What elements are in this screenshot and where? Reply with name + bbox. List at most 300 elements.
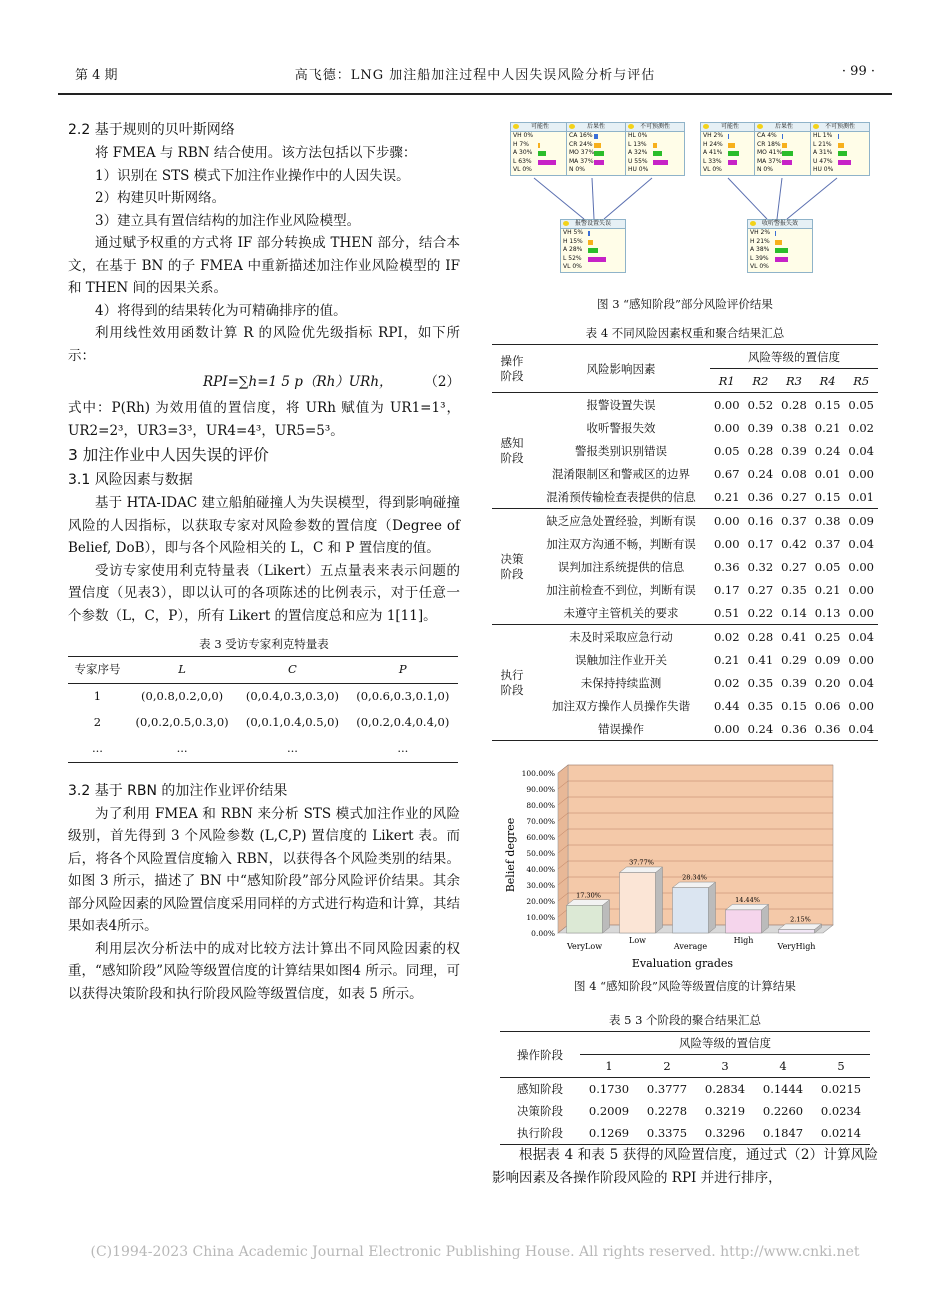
table-cell: 0.38	[781, 420, 807, 435]
prob-bar	[653, 160, 668, 165]
table-cell: 0.21	[814, 420, 841, 435]
table-cell: ...	[397, 741, 409, 756]
table-3-caption: 表 3 受访专家利克特量表	[199, 637, 329, 651]
stage-cell: 感知阶段	[492, 393, 532, 509]
state-label: A 41%	[703, 149, 723, 156]
table-cell: 1	[93, 689, 102, 704]
stage-cell: 执行阶段	[492, 625, 532, 741]
prob-bar	[775, 240, 782, 245]
table-cell: 0.3296	[704, 1126, 746, 1140]
table-cell: 0.37	[814, 536, 841, 551]
bn-node-row	[511, 141, 569, 150]
table-cell: (0,0.8,0.2,0,0)	[141, 689, 224, 704]
bn-node-title	[567, 123, 625, 132]
table-cell: 0.35	[747, 698, 774, 713]
table-4	[492, 344, 878, 741]
bn-node-row	[701, 141, 759, 150]
state-label: A 38%	[750, 246, 770, 253]
bn-node-row	[701, 158, 759, 167]
bar-value-label: 2.15%	[790, 915, 811, 924]
bn-node-row	[561, 255, 625, 264]
bn-node-row	[701, 149, 759, 158]
prob-bar	[728, 134, 729, 139]
table-row	[492, 578, 878, 601]
table-cell: 加注双方沟通不畅，判断有误	[546, 536, 696, 551]
bar	[673, 888, 709, 933]
table-cell: 0.00	[848, 605, 874, 620]
figure-4-caption: 图 4 “感知阶段”风险等级置信度的计算结果	[574, 979, 796, 993]
bn-node-label: 不可预测性	[824, 123, 855, 130]
bn-node-row	[626, 141, 684, 150]
bn-node-title	[755, 123, 813, 132]
prob-bar	[728, 151, 739, 156]
table-row	[68, 683, 458, 710]
x-tick-label: Average	[673, 942, 708, 951]
bar-top	[567, 900, 610, 906]
table-header: 专家序号	[74, 662, 121, 677]
bn-edge	[534, 178, 584, 219]
r-label: R4	[819, 373, 836, 388]
table-cell: 0.08	[781, 466, 807, 481]
x-axis-label: Evaluation grades	[631, 957, 734, 970]
paragraph: 受访专家使用利克特量表（Likert）五点量表来表示问题的置信度（见表3），即以认可的各项陈述的比例表示，对于任意一个参数（L，C，P），所有 Likert 的置信度总和应为 1[11]。	[68, 562, 460, 624]
r-label: R2	[752, 373, 769, 388]
bn-edge	[604, 178, 652, 219]
table-header: 风险等级的置信度	[580, 1032, 870, 1055]
bn-node-title	[701, 123, 759, 132]
table-cell: (0,0.4,0.3,0.3,0)	[245, 689, 339, 704]
table-row	[492, 671, 878, 694]
state-label: VL 0%	[513, 166, 532, 173]
bn-node-row	[567, 166, 625, 175]
y-tick-label: 70.00%	[526, 817, 555, 826]
table-row	[492, 509, 878, 533]
table-cell: 0.41	[781, 629, 807, 644]
x-tick-label: VeryLow	[566, 942, 603, 951]
table-cell: 0.28	[747, 443, 774, 458]
state-label: U 47%	[813, 157, 833, 165]
page-number: · 99 ·	[841, 64, 875, 79]
bn-node-row	[811, 158, 869, 167]
paragraph: 式中：P(Rh) 为效用值的置信度，将 URh 赋值为 UR1=1³，UR2=2³，UR3=3³，UR4=4³，UR5=5³。	[68, 400, 460, 439]
r-label: R5	[853, 373, 870, 388]
table-cell: 0.04	[848, 675, 874, 690]
state-label: A 31%	[813, 149, 833, 156]
node-state-icon	[513, 124, 519, 129]
bn-node-row	[811, 132, 869, 141]
bar-top	[673, 882, 716, 888]
table-cell: 0.15	[814, 489, 841, 504]
table-cell: 0.13	[814, 605, 841, 620]
section-2-2-title: 2.2 基于规则的贝叶斯网络	[68, 122, 235, 138]
table-cell: 0.20	[814, 675, 841, 690]
bn-node-row	[626, 132, 684, 141]
bn-node	[510, 122, 570, 176]
table-cell: 0.2278	[646, 1104, 688, 1118]
table-cell: 0.3375	[646, 1126, 688, 1140]
table-cell: 0.1847	[762, 1126, 804, 1140]
state-label: HU 0%	[813, 166, 834, 173]
state-label: VL 0%	[563, 263, 582, 270]
table-cell: 缺乏应急处置经验，判断有误	[546, 513, 696, 528]
bn-node-label: 收听警报失效	[761, 220, 798, 227]
header-rule	[58, 93, 892, 95]
node-state-icon	[569, 124, 575, 129]
table-cell: 0.21	[713, 489, 740, 504]
table-cell: 0.0215	[820, 1082, 862, 1096]
table-header: 风险影响因素	[532, 345, 710, 393]
table-cell: 0.32	[747, 559, 774, 574]
table-cell: 0.2009	[588, 1104, 630, 1118]
bar-side	[709, 882, 716, 933]
bn-node-title	[626, 123, 684, 132]
figure-3-bayesian-network	[492, 118, 878, 296]
table-cell: 0.25	[814, 629, 841, 644]
table-cell: 0.00	[848, 466, 874, 481]
table-cell: 0.21	[814, 582, 841, 597]
bn-node-row	[755, 149, 813, 158]
figure-4-chart	[500, 760, 872, 972]
bn-node-row	[748, 246, 812, 255]
table-cell: 0.39	[781, 443, 807, 458]
prob-bar	[782, 151, 793, 156]
prob-bar	[653, 151, 662, 156]
bn-node-row	[701, 166, 759, 175]
node-state-icon	[750, 221, 756, 226]
state-label: H 24%	[703, 140, 723, 148]
table-cell: 0.35	[747, 675, 774, 690]
bar-value-label: 17.30%	[576, 891, 601, 900]
node-state-icon	[813, 124, 819, 129]
bn-node-row	[511, 158, 569, 167]
y-tick-label: 20.00%	[526, 897, 555, 906]
table-cell: 0.04	[848, 721, 874, 736]
table-cell: 0.27	[781, 489, 807, 504]
bar-value-label: 28.34%	[682, 873, 707, 882]
table-row	[492, 532, 878, 555]
table-cell: (0,0.6,0.3,0.1,0)	[356, 689, 450, 704]
table-cell: 0.09	[814, 652, 841, 667]
state-label: CR 24%	[569, 140, 593, 148]
table-cell: ...	[91, 741, 103, 756]
prob-bar	[782, 143, 787, 148]
prob-bar	[728, 143, 735, 148]
paragraph: 利用层次分析法中的成对比较方法计算出不同风险因素的权重，“感知阶段”风险等级置信度的计算结果如图4 所示。同理，可以获得决策阶段和执行阶段风险等级置信度，如表 5 所示。	[68, 940, 460, 1002]
equation-expression: RPI=∑h=1 5 p（Rh）URh，	[203, 374, 393, 390]
copyright-footer: (C)1994-2023 China Academic Journal Electronic Publishing House. All rights reserved. http://www.cnki.net	[90, 1244, 860, 1260]
running-header	[75, 64, 875, 86]
state-label: H 15%	[563, 237, 583, 245]
table-cell: 未保持持续监测	[580, 675, 662, 690]
table-cell: 0.09	[848, 513, 874, 528]
table-row	[500, 1078, 870, 1101]
bn-node-row	[755, 141, 813, 150]
table-cell: 0.0234	[820, 1104, 862, 1118]
state-label: H 7%	[513, 140, 529, 148]
state-label: H 21%	[750, 237, 770, 245]
table-cell: ...	[176, 741, 188, 756]
prob-bar	[588, 257, 606, 262]
state-label: L 63%	[513, 157, 532, 165]
table-cell: 0.36	[713, 559, 740, 574]
col-label: 3	[721, 1059, 729, 1073]
node-state-icon	[757, 124, 763, 129]
bn-node-row	[626, 149, 684, 158]
state-label: VH 5%	[563, 229, 584, 236]
table-cell: 0.17	[747, 536, 774, 551]
equation-number: （2）	[424, 374, 460, 390]
prob-bar	[838, 160, 851, 165]
bar	[620, 873, 656, 933]
table-row	[492, 601, 878, 625]
bn-node-row	[511, 132, 569, 141]
bar-chart	[500, 760, 872, 972]
state-label: N 0%	[757, 166, 773, 173]
bar-side	[656, 867, 663, 933]
prob-bar	[775, 248, 788, 253]
table-cell: 0.00	[713, 536, 740, 551]
table-cell: 0.05	[814, 559, 841, 574]
bn-node-row	[811, 149, 869, 158]
state-label: MO 41%	[757, 149, 783, 156]
table-cell: 执行阶段	[517, 1126, 563, 1140]
table-cell: 0.3219	[704, 1104, 746, 1118]
table-cell: 0.06	[814, 698, 841, 713]
prob-bar	[538, 151, 546, 156]
paragraph: 为了利用 FMEA 和 RBN 来分析 STS 模式加注作业的风险级别，首先得到 3 个风险参数 (L,C,P) 置信度的 Likert 表。而后，将各个风险置信度输入 RBN，以获得各个风险类别的结果。如图 3 所示，描述了 BN 中“感知阶段”部分风险评价结果。其余部分风险因素的风险置信度采用同样的方式进行构造和计算，其结果如表4所示。	[68, 805, 460, 934]
bn-edge	[787, 178, 837, 219]
bn-node-row	[748, 238, 812, 247]
table-cell: 0.2260	[762, 1104, 804, 1118]
table-cell: 2	[93, 715, 102, 730]
state-label: VL 0%	[750, 263, 769, 270]
prob-bar	[594, 134, 598, 139]
table-row	[492, 439, 878, 462]
state-label: L 39%	[750, 254, 769, 262]
bn-node	[700, 122, 760, 176]
table-cell: 0.51	[713, 605, 740, 620]
paragraph: 利用线性效用函数计算 R 的风险优先级指标 RPI，如下所示：	[68, 325, 460, 364]
bar	[567, 905, 603, 933]
state-label: CR 18%	[757, 140, 781, 148]
table-cell: 误判加注系统提供的信息	[557, 559, 685, 574]
bn-node-row	[567, 141, 625, 150]
y-tick-label: 80.00%	[526, 801, 555, 810]
table-header: 操作阶段	[492, 345, 532, 393]
state-label: MA 37%	[569, 157, 594, 165]
table-cell: 决策阶段	[517, 1104, 563, 1118]
left-column	[68, 118, 460, 1005]
table-cell: 0.05	[848, 397, 874, 412]
bn-node-row	[748, 229, 812, 238]
table-row	[492, 648, 878, 671]
bar-top	[620, 867, 663, 873]
prob-bar	[838, 143, 844, 148]
table-cell: 0.2834	[704, 1082, 746, 1096]
figure-3-caption: 图 3 “感知阶段”部分风险评价结果	[597, 297, 773, 311]
table-cell: 0.02	[713, 629, 740, 644]
table-cell: 0.39	[747, 420, 774, 435]
state-label: HL 1%	[813, 132, 833, 139]
table-cell: 0.3777	[646, 1082, 688, 1096]
bn-node-title	[748, 220, 812, 229]
col-label: 5	[837, 1059, 845, 1073]
table-row	[492, 416, 878, 439]
prob-bar	[588, 240, 593, 245]
bn-node-label: 可能性	[720, 123, 739, 130]
table-cell: 收听警报失效	[586, 420, 656, 435]
table-cell: 0.01	[814, 466, 841, 481]
table-5	[500, 1031, 870, 1145]
state-label: CA 4%	[757, 132, 777, 139]
table-cell: 0.27	[781, 559, 807, 574]
bn-node-row	[755, 166, 813, 175]
step-item: 3）建立具有置信结构的加注作业风险模型。	[95, 212, 361, 229]
bn-node-row	[567, 132, 625, 141]
prob-bar	[775, 231, 776, 236]
state-label: VH 2%	[750, 229, 771, 236]
node-state-icon	[563, 221, 569, 226]
table-cell: 0.28	[781, 397, 807, 412]
table-cell: 0.17	[713, 582, 740, 597]
prob-bar	[782, 160, 792, 165]
state-label: L 33%	[703, 157, 722, 165]
bn-node-title	[511, 123, 569, 132]
table-cell: 0.00	[848, 652, 874, 667]
table-cell: (0,0.2,0.4,0.4,0)	[356, 715, 450, 730]
table-cell: 0.44	[713, 698, 740, 713]
table-cell: 0.14	[781, 605, 807, 620]
bn-node-title	[561, 220, 625, 229]
bn-node-row	[511, 166, 569, 175]
paragraph: 通过赋予权重的方式将 IF 部分转换成 THEN 部分，结合本文，在基于 BN 的子 FMEA 中重新描述加注作业风险模型的 IF 和 THEN 间的因果关系。	[68, 235, 460, 296]
right-paragraph	[492, 1144, 878, 1189]
state-label: HL 0%	[628, 132, 648, 139]
bn-node-row	[811, 141, 869, 150]
col-label: 2	[663, 1059, 671, 1073]
table-cell: 0.02	[848, 420, 874, 435]
table-cell: 0.16	[747, 513, 774, 528]
r-label: R1	[718, 373, 735, 388]
bn-node-label: 可能性	[530, 123, 549, 130]
table-cell: 0.1269	[588, 1126, 630, 1140]
prob-bar	[594, 160, 604, 165]
table-cell: (0,0.2,0.5,0.3,0)	[135, 715, 229, 730]
table-header: P	[398, 662, 407, 677]
table-cell: 0.15	[781, 698, 807, 713]
table-cell: 0.21	[713, 652, 740, 667]
step-item: 4）将得到的结果转化为可精确排序的值。	[95, 302, 347, 319]
bn-edge	[777, 178, 782, 219]
bn-node-row	[567, 158, 625, 167]
bn-node-title	[811, 123, 869, 132]
bn-node-row	[748, 263, 812, 272]
table-cell: 0.05	[713, 443, 740, 458]
table-cell: 0.27	[747, 582, 774, 597]
table-row	[492, 625, 878, 649]
table-cell: 0.00	[713, 721, 740, 736]
bn-node-row	[561, 263, 625, 272]
table-row	[492, 555, 878, 578]
bn-node-row	[626, 166, 684, 175]
table-cell: 警报类别识别错误	[574, 443, 667, 458]
bn-node-row	[748, 255, 812, 264]
state-label: VL 0%	[703, 166, 722, 173]
bn-node-row	[561, 246, 625, 255]
table-cell: 0.39	[781, 675, 807, 690]
bn-node-label: 后果性	[774, 123, 793, 130]
table-cell: 0.0214	[820, 1126, 862, 1140]
bar-top	[726, 904, 769, 910]
y-axis-label: Belief degree	[504, 817, 517, 893]
y-tick-label: 100.00%	[521, 769, 555, 778]
y-tick-label: 50.00%	[526, 849, 555, 858]
node-state-icon	[703, 124, 709, 129]
table-cell: 0.24	[814, 443, 841, 458]
bn-node	[747, 219, 813, 273]
prob-bar	[538, 160, 556, 165]
y-tick-label: 40.00%	[526, 865, 555, 874]
bn-node-label: 报警设置失误	[574, 220, 611, 227]
table-row	[68, 736, 458, 763]
x-tick-label: Low	[629, 936, 646, 945]
prob-bar	[538, 143, 540, 148]
table-cell: 0.36	[747, 489, 774, 504]
bar-value-label: 37.77%	[629, 858, 654, 867]
table-header: 风险等级的置信度	[710, 345, 878, 369]
col-label: 4	[779, 1059, 787, 1073]
table-row	[492, 462, 878, 485]
state-label: U 55%	[628, 157, 648, 165]
table-cell: 未及时采取应急行动	[569, 629, 673, 644]
prob-bar	[588, 248, 598, 253]
table-cell: 0.42	[781, 536, 807, 551]
bn-node-row	[701, 132, 759, 141]
table-cell: (0,0.1,0.4,0.5,0)	[245, 715, 339, 730]
table-cell: 0.24	[747, 466, 774, 481]
table-cell: 0.28	[747, 629, 774, 644]
table-cell: 0.04	[848, 629, 874, 644]
bn-node-row	[511, 149, 569, 158]
y-tick-label: 10.00%	[526, 913, 555, 922]
table-4-caption: 表 4 不同风险因素权重和聚合结果汇总	[585, 326, 785, 340]
table-row	[492, 393, 878, 417]
bn-node-row	[626, 158, 684, 167]
table-cell: 0.24	[747, 721, 774, 736]
stage-cell: 决策阶段	[492, 509, 532, 625]
table-row	[492, 694, 878, 717]
state-label: L 21%	[813, 140, 832, 148]
table-cell: 0.29	[781, 652, 807, 667]
table-cell: 0.35	[781, 582, 807, 597]
prob-bar	[594, 143, 601, 148]
table-cell: 混淆限制区和警戒区的边界	[551, 466, 690, 481]
table-cell: 0.04	[848, 443, 874, 458]
bn-node	[560, 219, 626, 273]
table-cell: 0.1444	[762, 1082, 804, 1096]
state-label: VH 0%	[513, 132, 534, 139]
table-row	[492, 717, 878, 741]
table-cell: 加注前检查不到位，判断有误	[546, 582, 696, 597]
y-tick-label: 30.00%	[526, 881, 555, 890]
bar-value-label: 14.44%	[735, 895, 760, 904]
bn-node-row	[755, 158, 813, 167]
bn-node-row	[755, 132, 813, 141]
table-row	[500, 1100, 870, 1122]
paragraph: 基于 HTA-IDAC 建立船舶碰撞人为失误模型，得到影响碰撞风险的人因指标，以获取专家对风险参数的置信度（Degree of Belief, DoB），即与各个风险相关的 L，C 和 P 置信度的值。	[68, 495, 460, 556]
bn-node	[566, 122, 626, 176]
bn-node	[625, 122, 685, 176]
